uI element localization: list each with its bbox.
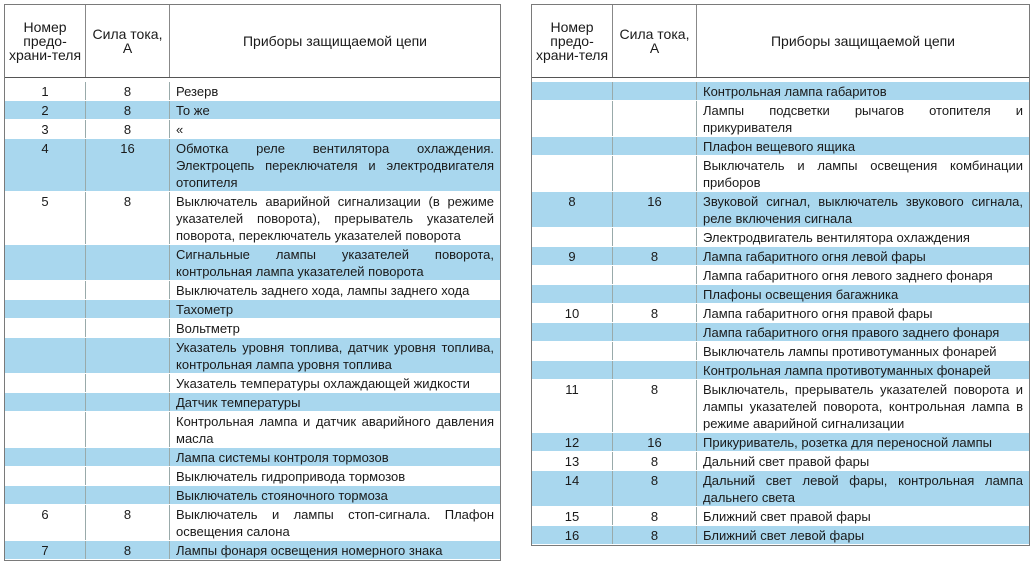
devices-cell: Дальний свет правой фары <box>703 454 870 469</box>
devices-cell: Электродвигатель вентилятора охлаждения <box>703 230 970 245</box>
devices-cell: Выключатель, прерыватель указателей поворота и лампы указателей поворота, контрольная лампа в режиме аварийной сигнализации <box>703 382 1023 431</box>
table-row <box>5 505 500 541</box>
table-row <box>532 82 1029 101</box>
table-row <box>5 486 500 505</box>
table-row <box>532 323 1029 342</box>
table-row <box>532 137 1029 156</box>
table-row <box>532 380 1029 433</box>
devices-cell: Датчик температуры <box>176 395 301 410</box>
devices-cell: « <box>176 122 184 137</box>
table-row <box>5 393 500 412</box>
table-row <box>5 82 500 101</box>
table-row <box>532 156 1029 192</box>
current-cell: 8 <box>613 452 697 470</box>
header-fuse-number: Номер предо-храни-теля <box>532 5 613 77</box>
table-header <box>5 5 500 78</box>
fuse-number-cell <box>5 300 86 318</box>
devices-cell: Выключатель заднего хода, лампы заднего хода <box>176 283 470 298</box>
table-row <box>532 285 1029 304</box>
table-row <box>532 507 1029 526</box>
fuse-number-cell: 14 <box>532 471 613 506</box>
current-cell <box>86 300 170 318</box>
devices-cell: Выключатель лампы противотуманных фонарей <box>703 344 997 359</box>
current-cell: 8 <box>86 192 170 244</box>
fuse-number-cell <box>5 486 86 504</box>
fuse-number-cell <box>5 448 86 466</box>
current-cell: 8 <box>613 471 697 506</box>
right-table-body <box>532 82 1029 545</box>
fuse-number-cell: 2 <box>5 101 86 119</box>
table-row <box>532 526 1029 545</box>
fuse-number-cell: 13 <box>532 452 613 470</box>
fuse-number-cell: 1 <box>5 82 86 100</box>
devices-cell: Тахометр <box>176 302 234 317</box>
devices-cell: Указатель температуры охлаждающей жидкости <box>176 376 470 391</box>
devices-cell: Прикуриватель, розетка для переносной лампы <box>703 435 992 450</box>
current-cell <box>613 82 697 100</box>
devices-cell: Лампа системы контроля тормозов <box>176 450 389 465</box>
fuse-number-cell: 7 <box>5 541 86 559</box>
devices-cell: Лампа габаритного огня правого заднего фонаря <box>703 325 1000 340</box>
table-row <box>532 304 1029 323</box>
devices-cell: Вольтметр <box>176 321 240 336</box>
current-cell <box>613 228 697 246</box>
table-row <box>532 101 1029 137</box>
current-cell <box>613 361 697 379</box>
fuse-number-cell: 15 <box>532 507 613 525</box>
current-cell: 8 <box>86 505 170 540</box>
devices-cell: Лампа габаритного огня левой фары <box>703 249 926 264</box>
header-current: Сила тока, А <box>86 5 170 77</box>
fuse-number-cell <box>532 156 613 191</box>
fuse-number-cell <box>532 323 613 341</box>
table-row <box>5 541 500 560</box>
fuse-number-cell <box>5 393 86 411</box>
table-row <box>5 374 500 393</box>
devices-cell: Ближний свет правой фары <box>703 509 871 524</box>
header-devices: Приборы защищаемой цепи <box>770 33 956 49</box>
fuse-number-cell <box>532 137 613 155</box>
current-cell: 8 <box>613 247 697 265</box>
fuse-number-cell: 12 <box>532 433 613 451</box>
fuse-number-cell <box>532 285 613 303</box>
table-row <box>532 452 1029 471</box>
table-row <box>5 448 500 467</box>
fuse-number-cell <box>5 338 86 373</box>
fuse-number-cell <box>5 374 86 392</box>
fuse-number-cell: 16 <box>532 526 613 544</box>
fuse-number-cell <box>5 412 86 447</box>
table-row <box>532 266 1029 285</box>
table-row <box>532 361 1029 380</box>
current-cell <box>613 342 697 360</box>
table-row <box>5 192 500 245</box>
current-cell <box>86 281 170 299</box>
devices-cell: Выключатель гидропривода тормозов <box>176 469 406 484</box>
current-cell <box>613 285 697 303</box>
fuse-number-cell: 10 <box>532 304 613 322</box>
table-row <box>532 342 1029 361</box>
table-row <box>532 433 1029 452</box>
devices-cell: Контрольная лампа габаритов <box>703 84 887 99</box>
table-row <box>5 300 500 319</box>
table-row <box>532 247 1029 266</box>
current-cell <box>86 412 170 447</box>
devices-cell: Резерв <box>176 84 219 99</box>
table-row <box>5 467 500 486</box>
devices-cell: Ближний свет левой фары <box>703 528 865 543</box>
table-row <box>5 338 500 374</box>
table-row <box>5 245 500 281</box>
current-cell <box>86 393 170 411</box>
devices-cell: Контрольная лампа и датчик аварийного давления масла <box>176 414 494 446</box>
current-cell: 8 <box>613 380 697 432</box>
fuse-number-cell <box>532 361 613 379</box>
current-cell: 8 <box>86 82 170 100</box>
current-cell <box>86 486 170 504</box>
table-row <box>5 281 500 300</box>
current-cell <box>613 137 697 155</box>
devices-cell: Лампа габаритного огня правой фары <box>703 306 933 321</box>
current-cell: 16 <box>613 433 697 451</box>
fuse-number-cell <box>5 281 86 299</box>
devices-cell: Плафон вещевого ящика <box>703 139 856 154</box>
fuse-number-cell <box>5 319 86 337</box>
table-header <box>532 5 1029 78</box>
current-cell: 8 <box>613 526 697 544</box>
devices-cell: Лампы подсветки рычагов отопителя и прикуривателя <box>703 103 1023 135</box>
current-cell <box>86 467 170 485</box>
current-cell <box>86 374 170 392</box>
devices-cell: Выключатель и лампы стоп-сигнала. Плафон освещения салона <box>176 507 494 539</box>
current-cell <box>86 338 170 373</box>
table-row <box>532 192 1029 228</box>
left-table-body <box>5 82 500 560</box>
fuse-number-cell: 3 <box>5 120 86 138</box>
current-cell: 8 <box>86 541 170 559</box>
table-row <box>532 471 1029 507</box>
fuse-number-cell <box>5 245 86 280</box>
devices-cell: То же <box>176 103 210 118</box>
current-cell: 16 <box>86 139 170 191</box>
current-cell <box>86 245 170 280</box>
fuse-number-cell: 11 <box>532 380 613 432</box>
fuse-number-cell: 9 <box>532 247 613 265</box>
fuse-number-cell <box>532 266 613 284</box>
left-fuse-table <box>4 4 501 561</box>
current-cell: 8 <box>86 120 170 138</box>
table-row <box>5 319 500 338</box>
fuse-number-cell <box>5 467 86 485</box>
header-fuse-number: Номер предо-храни-теля <box>5 5 86 77</box>
current-cell: 8 <box>613 507 697 525</box>
header-devices: Приборы защищаемой цепи <box>242 33 428 49</box>
fuse-number-cell <box>532 228 613 246</box>
devices-cell: Плафоны освещения багажника <box>703 287 899 302</box>
fuse-number-cell: 5 <box>5 192 86 244</box>
devices-cell: Обмотка реле вентилятора охлаждения. Электроцепь переключателя и электродвигателя отопителя <box>176 141 494 190</box>
table-row <box>5 412 500 448</box>
right-fuse-table <box>531 4 1030 546</box>
devices-cell: Указатель уровня топлива, датчик уровня топлива, контрольная лампа уровня топлива <box>176 340 494 372</box>
fuse-number-cell: 4 <box>5 139 86 191</box>
current-cell <box>86 448 170 466</box>
devices-cell: Контрольная лампа противотуманных фонарей <box>703 363 991 378</box>
current-cell <box>613 101 697 136</box>
current-cell: 8 <box>86 101 170 119</box>
current-cell <box>613 323 697 341</box>
devices-cell: Выключатель аварийной сигнализации (в режиме указателей поворота), прерыватель указателей поворота, переключатель указателей поворота <box>176 194 494 243</box>
devices-cell: Выключатель стояночного тормоза <box>176 488 388 503</box>
current-cell: 16 <box>613 192 697 227</box>
current-cell <box>86 319 170 337</box>
current-cell <box>613 156 697 191</box>
devices-cell: Лампа габаритного огня левого заднего фонаря <box>703 268 993 283</box>
fuse-number-cell <box>532 101 613 136</box>
fuse-number-cell: 6 <box>5 505 86 540</box>
fuse-number-cell: 8 <box>532 192 613 227</box>
devices-cell: Выключатель и лампы освещения комбинации приборов <box>703 158 1023 190</box>
fuse-number-cell <box>532 82 613 100</box>
current-cell: 8 <box>613 304 697 322</box>
current-cell <box>613 266 697 284</box>
devices-cell: Дальний свет левой фары, контрольная лампа дальнего света <box>703 473 1023 505</box>
devices-cell: Лампы фонаря освещения номерного знака <box>176 543 443 558</box>
table-row <box>5 101 500 120</box>
fuse-number-cell <box>532 342 613 360</box>
devices-cell: Звуковой сигнал, выключатель звукового сигнала, реле включения сигнала <box>703 194 1023 226</box>
table-row <box>5 139 500 192</box>
devices-cell: Сигнальные лампы указателей поворота, контрольная лампа указателей поворота <box>176 247 494 279</box>
table-row <box>532 228 1029 247</box>
header-current: Сила тока, А <box>613 5 697 77</box>
table-row <box>5 120 500 139</box>
